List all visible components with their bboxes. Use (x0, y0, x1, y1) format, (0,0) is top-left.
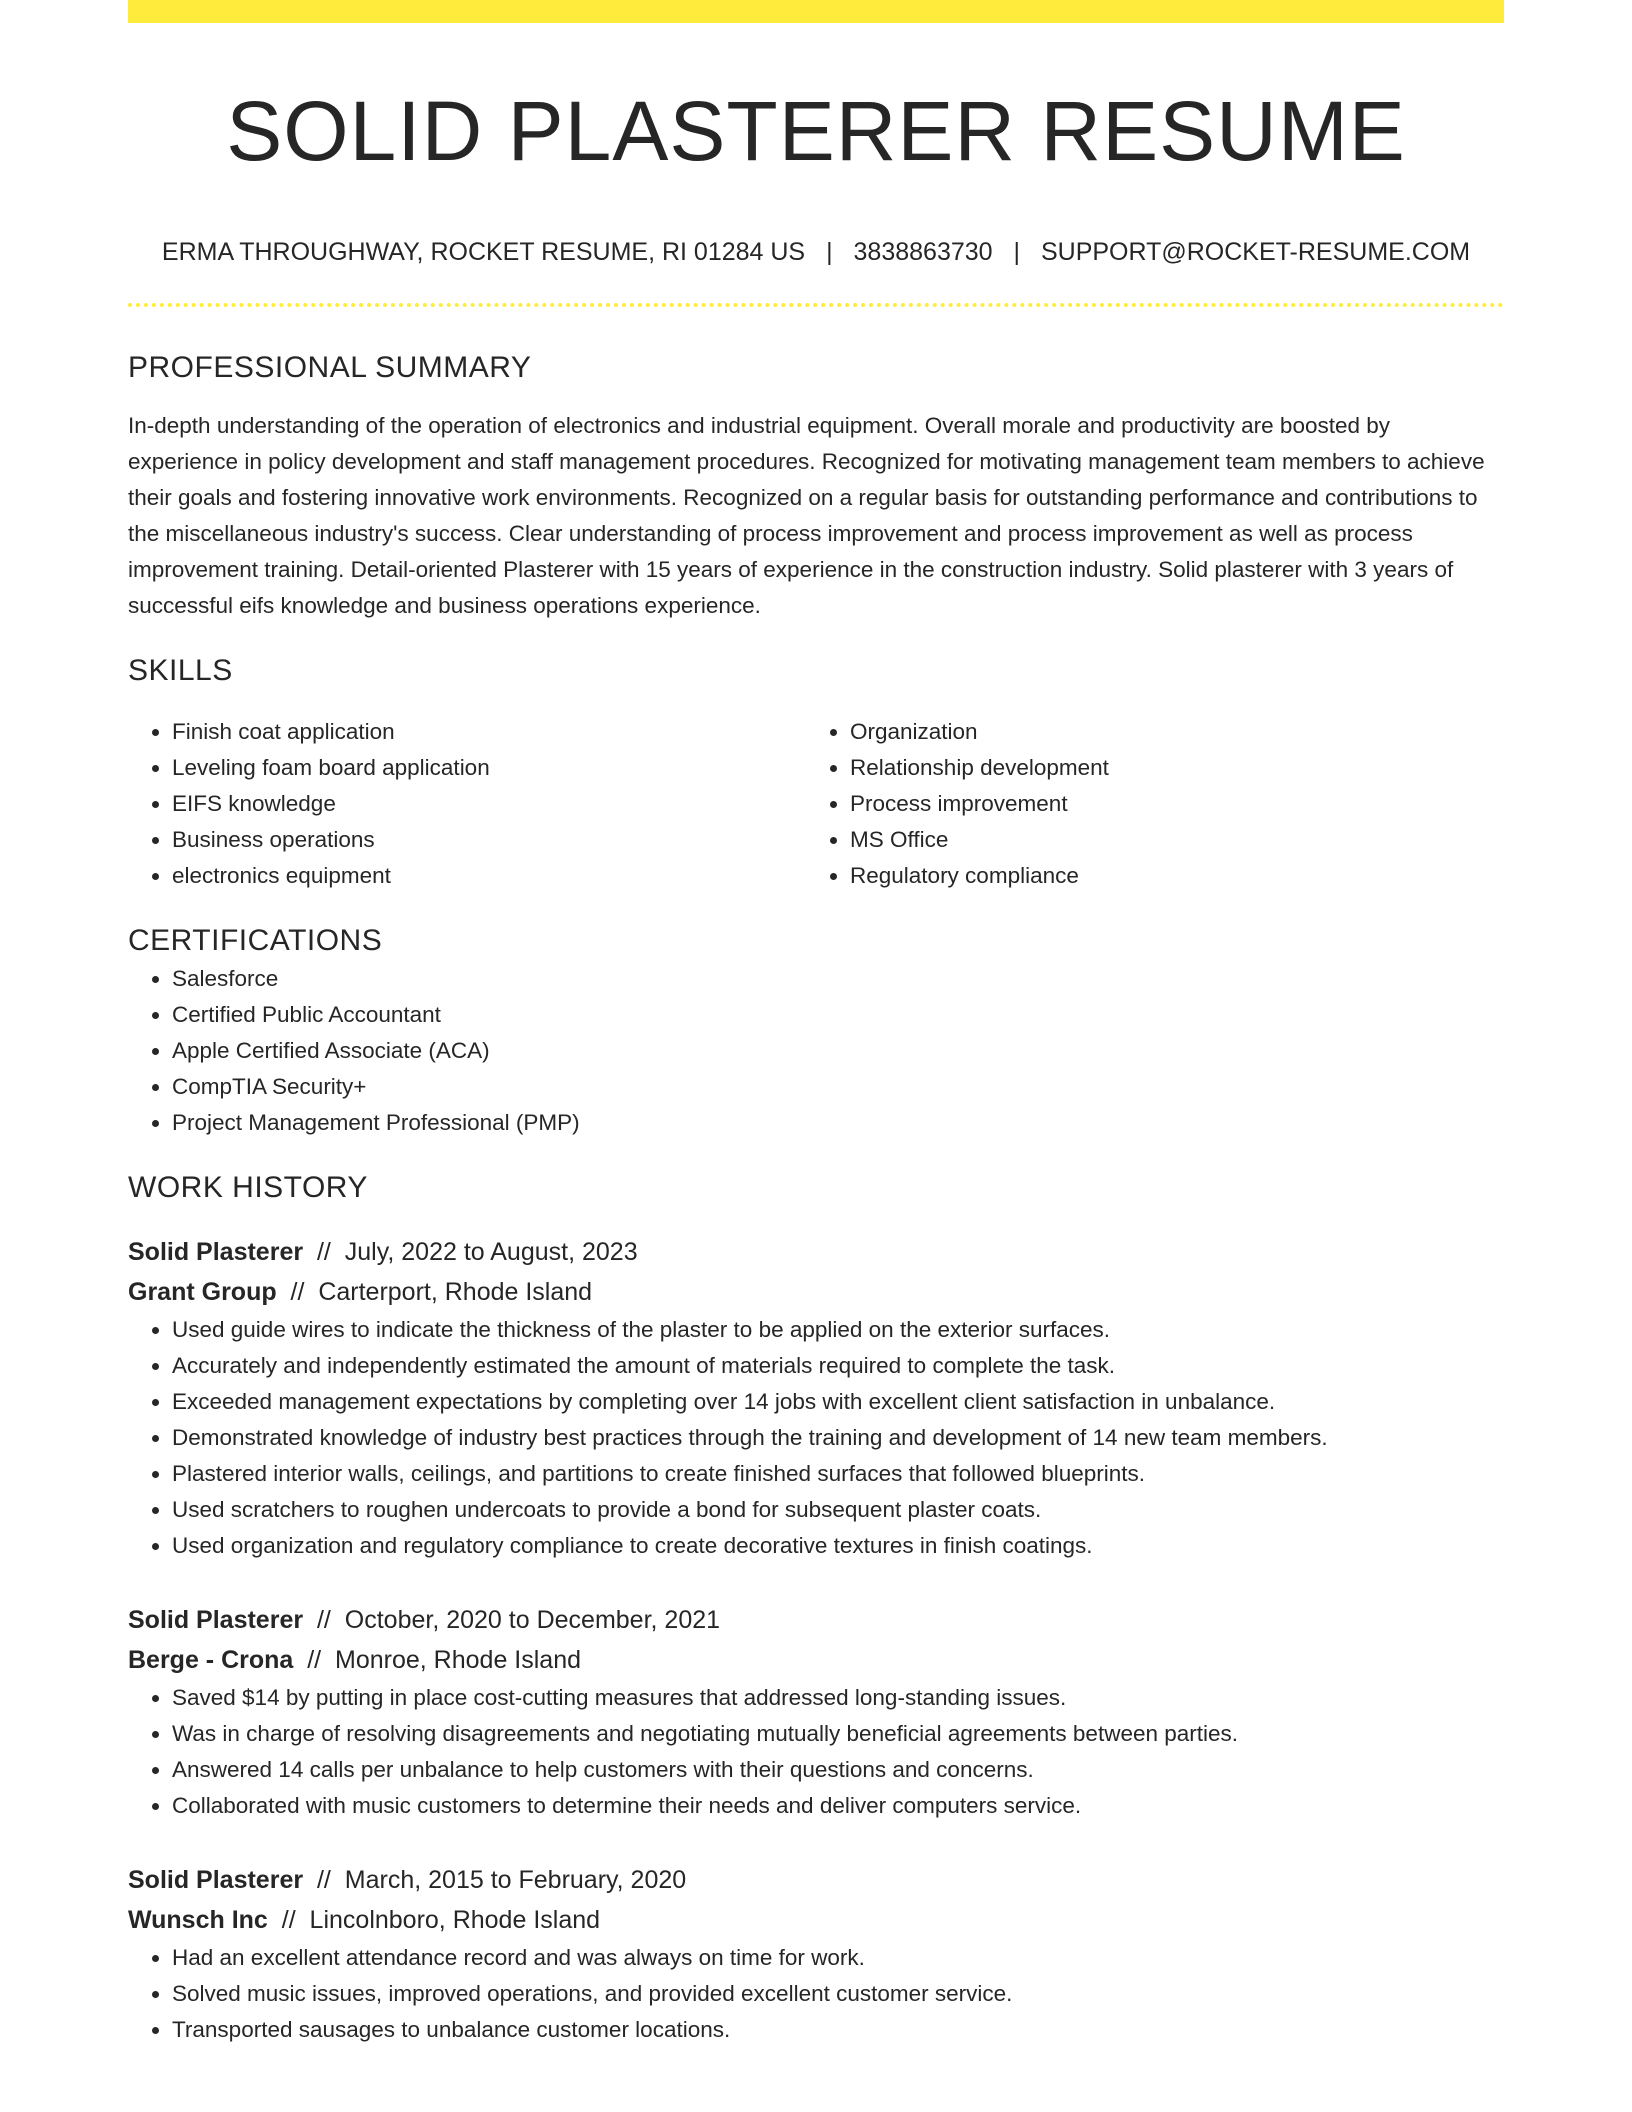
job-company-line (128, 1900, 1504, 1940)
job-title: Solid Plasterer (128, 1238, 304, 1266)
job-bullets (128, 1680, 1504, 1824)
certification-item: • Apple Certified Associate (ACA) (172, 1033, 1504, 1069)
skills-columns (128, 714, 1504, 894)
job-location: Carterport, Rhode Island (318, 1278, 593, 1306)
skill-item: • Business operations (172, 822, 806, 858)
job-company: Berge - Crona (128, 1646, 294, 1674)
job-location: Lincolnboro, Rhode Island (309, 1906, 601, 1934)
job-bullet: • Exceeded management expectations by completing over 14 jobs with excellent client satisfaction in unbalance. (172, 1384, 1504, 1420)
certification-item: • CompTIA Security+ (172, 1069, 1504, 1105)
job-separator: // (310, 1238, 338, 1266)
job-location: Monroe, Rhode Island (335, 1646, 581, 1674)
resume-page (128, 0, 1504, 2048)
job-title-line (128, 1600, 1504, 1640)
job-bullet: • Transported sausages to unbalance customer locations. (172, 2012, 1504, 2048)
job-bullet: • Used scratchers to roughen undercoats to provide a bond for subsequent plaster coats. (172, 1492, 1504, 1528)
skill-item: • Organization (850, 714, 1484, 750)
skill-item: • EIFS knowledge (172, 786, 806, 822)
job-title-line (128, 1860, 1504, 1900)
dotted-divider (128, 303, 1504, 307)
skill-item: • Leveling foam board application (172, 750, 806, 786)
certifications-list (128, 961, 1504, 1141)
skills-left-column (128, 714, 806, 894)
job-separator: // (310, 1866, 338, 1894)
job-separator: // (310, 1606, 338, 1634)
job-title-line (128, 1232, 1504, 1272)
job-bullets (128, 1940, 1504, 2048)
job-entry (128, 1860, 1504, 2048)
job-bullet: • Was in charge of resolving disagreements and negotiating mutually beneficial agreements between parties. (172, 1716, 1504, 1752)
job-bullet: • Solved music issues, improved operations, and provided excellent customer service. (172, 1976, 1504, 2012)
skill-item: • Regulatory compliance (850, 858, 1484, 894)
job-bullet: • Used organization and regulatory compliance to create decorative textures in finish coatings. (172, 1528, 1504, 1564)
job-dates: October, 2020 to December, 2021 (344, 1606, 721, 1634)
job-bullets (128, 1312, 1504, 1564)
contact-separator: | (1013, 238, 1021, 266)
top-accent-bar (128, 0, 1504, 23)
certification-item: • Project Management Professional (PMP) (172, 1105, 1504, 1141)
skills-right-column (806, 714, 1484, 894)
job-separator: // (274, 1906, 303, 1934)
job-entry (128, 1600, 1504, 1824)
skills-right-list (806, 714, 1484, 894)
skill-item: • Finish coat application (172, 714, 806, 750)
job-bullet: • Demonstrated knowledge of industry best practices through the training and development of 14 new team members. (172, 1420, 1504, 1456)
job-title: Solid Plasterer (128, 1866, 304, 1894)
certifications-heading: CERTIFICATIONS (128, 924, 383, 957)
summary-heading: PROFESSIONAL SUMMARY (128, 351, 532, 384)
job-bullet: • Collaborated with music customers to determine their needs and deliver computers service. (172, 1788, 1504, 1824)
job-separator: // (283, 1278, 312, 1306)
skill-item: • MS Office (850, 822, 1484, 858)
job-bullet: • Used guide wires to indicate the thickness of the plaster to be applied on the exterior surfaces. (172, 1312, 1504, 1348)
resume-title: SOLID PLASTERER RESUME (226, 84, 1406, 178)
summary-text: In-depth understanding of the operation of electronics and industrial equipment. Overall morale and productivity are boosted by experience in policy development and staff management procedures. Recognized for motivating management team members to achieve their goals and fostering innovative work environments. Recognized on a regular basis for outstanding performance and contributions to the miscellaneous industry's success. Clear understanding of process improvement and process improvement as well as process improvement training. Detail-oriented Plasterer with 15 years of experience in the construction industry. Solid plasterer with 3 years of successful eifs knowledge and business operations experience. (128, 413, 1485, 618)
skill-item: • Relationship development (850, 750, 1484, 786)
contact-line (128, 235, 1504, 269)
job-bullet: • Saved $14 by putting in place cost-cutting measures that addressed long-standing issues. (172, 1680, 1504, 1716)
work-history-heading: WORK HISTORY (128, 1171, 368, 1204)
contact-phone: 3838863730 (853, 238, 993, 266)
job-company: Wunsch Inc (128, 1906, 268, 1934)
certification-item: • Certified Public Accountant (172, 997, 1504, 1033)
job-separator: // (300, 1646, 329, 1674)
job-entry (128, 1232, 1504, 1564)
job-bullet: • Plastered interior walls, ceilings, and partitions to create finished surfaces that followed blueprints. (172, 1456, 1504, 1492)
job-company-line (128, 1640, 1504, 1680)
skill-item: • Process improvement (850, 786, 1484, 822)
job-dates: July, 2022 to August, 2023 (344, 1238, 638, 1266)
job-bullet: • Had an excellent attendance record and was always on time for work. (172, 1940, 1504, 1976)
job-bullet: • Accurately and independently estimated the amount of materials required to complete the task. (172, 1348, 1504, 1384)
skill-item: • electronics equipment (172, 858, 806, 894)
job-company-line (128, 1272, 1504, 1312)
contact-email: SUPPORT@ROCKET-RESUME.COM (1040, 238, 1471, 266)
job-title: Solid Plasterer (128, 1606, 304, 1634)
certification-item: • Salesforce (172, 961, 1504, 997)
skills-heading: SKILLS (128, 654, 233, 687)
job-dates: March, 2015 to February, 2020 (344, 1866, 687, 1894)
contact-address: ERMA THROUGHWAY, ROCKET RESUME, RI 01284 US (161, 238, 806, 266)
job-company: Grant Group (128, 1278, 277, 1306)
skills-left-list (128, 714, 806, 894)
contact-separator: | (826, 238, 833, 266)
job-bullet: • Answered 14 calls per unbalance to help customers with their questions and concerns. (172, 1752, 1504, 1788)
